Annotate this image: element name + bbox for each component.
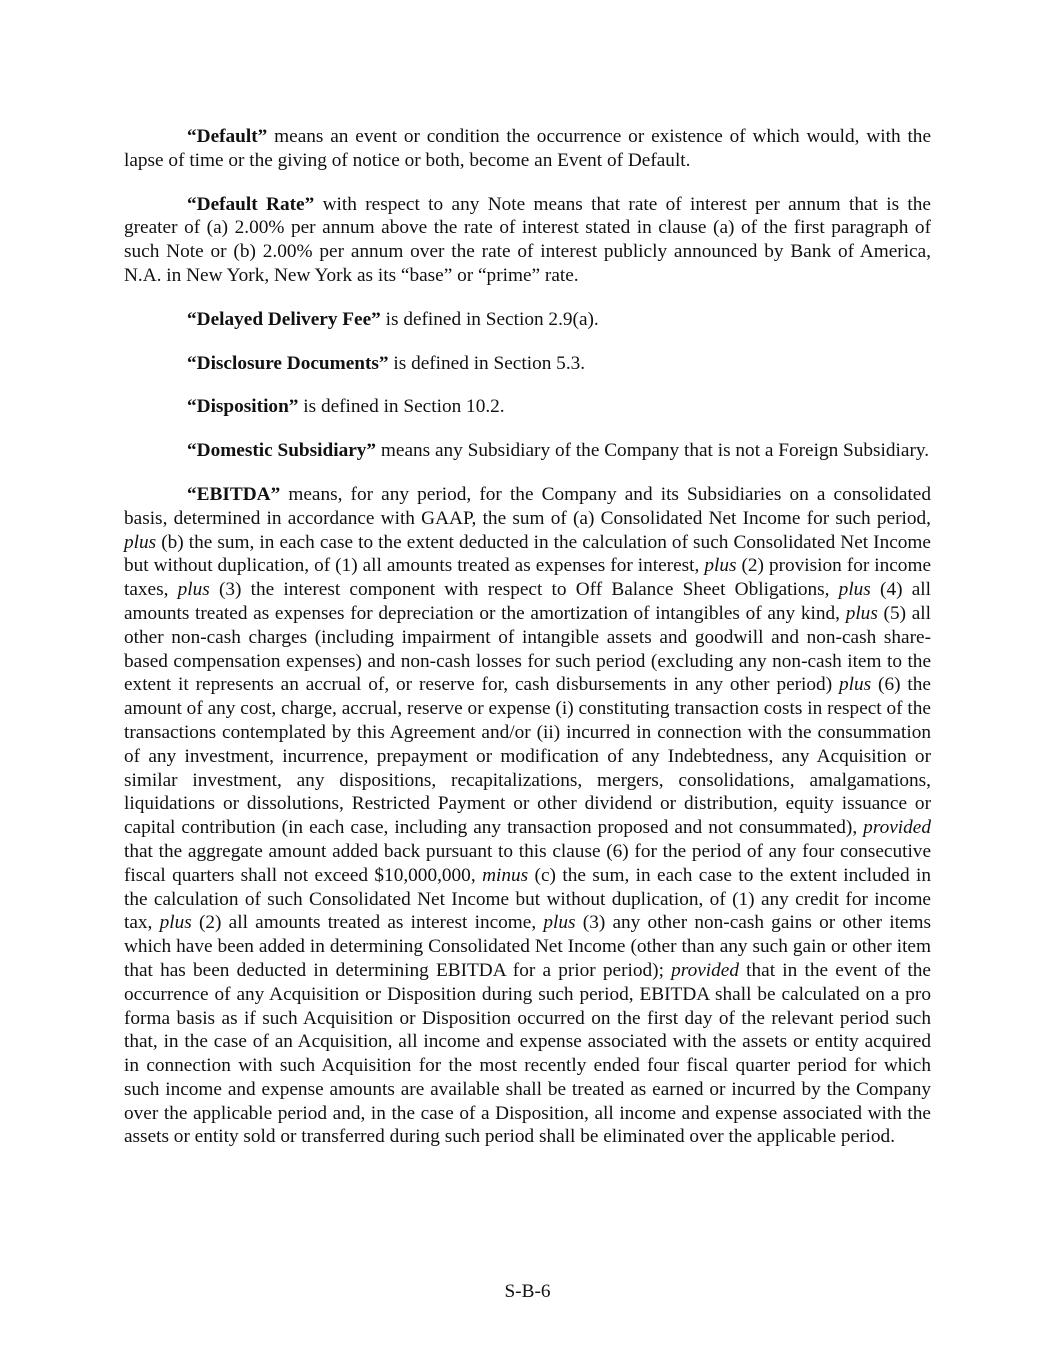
defined-term: “Domestic Subsidiary” [187,440,377,462]
page-number: S-B-6 [504,1281,551,1302]
definition-disposition [124,395,931,419]
text-run: with respect to any Note means that rate of interest per annum that is the greater of (a) 2.00% per annum above the rate of interest stated in clause (a) of the first paragraph of such Note or (b) 2.00% per annum over the rate of interest publicly announced by Bank of America, N.A. in New York, New York as its “base” or “prime” rate. [124,193,931,286]
italic-connector: provided [863,817,931,839]
definition-text [389,353,586,374]
text-run: (c) the sum, in each case to the extent included in the calculation of such Consolidated Net Income but without duplication, of (1) any credit for income tax, [124,864,932,934]
italic-connector: minus [482,864,529,886]
definition-disclosure-documents [124,352,931,376]
defined-term: “Default Rate” [187,193,315,215]
definition-default-rate [124,193,931,288]
text-run: that the aggregate amount added back pursuant to this clause (6) for the period of any four consecutive fiscal quarters shall not exceed $10,000,000, [124,840,931,886]
definition-ebitda [124,483,931,1149]
definition-domestic-subsidiary [124,439,931,463]
italic-connector: plus [704,555,737,577]
definition-text [124,484,931,1148]
text-run: means any Subsidiary of the Company that is not a Foreign Subsidiary. [376,440,930,462]
italic-connector: plus [839,674,872,696]
text-run: is defined in Section 5.3. [388,352,586,374]
defined-term: “EBITDA” [187,483,281,505]
defined-term: “Disposition” [187,396,299,418]
defined-term: “Disclosure Documents” [187,352,389,374]
text-run: (3) the interest component with respect to Off Balance Sheet Obligations, [209,579,839,601]
italic-connector: plus [543,912,576,934]
italic-connector: provided [671,959,739,981]
text-run: (6) the amount of any cost, charge, accrual, reserve or expense (i) constituting transaction costs in respect of the transactions contemplated by this Agreement and/or (ii) incurred in connection with the consummation of any investment, incurrence, prepayment or modification of any Indebtedness, any Acquisition or similar investment, any dispositions, recapitalizations, mergers, consolidations, amalgamations, liquidations or dissolutions, Restricted Payment or other dividend or distribution, equity issuance or capital contribution (in each case, including any transaction proposed and not consummated), [124,674,931,839]
text-run: (2) provision for income taxes, [124,555,931,601]
italic-connector: plus [845,602,878,624]
text-run: means, for any period, for the Company and its Subsidiaries on a consolidated basis, determined in accordance with GAAP, the sum of (a) Consolidated Net Income for such period, [124,483,931,529]
text-run: is defined in Section 2.9(a). [380,308,599,330]
text-run: that in the event of the occurrence of any Acquisition or Disposition during such period, EBITDA shall be calculated on a pro forma basis as if such Acquisition or Disposition occurred on the first day of the relevant period such that, in the case of an Acquisition, all income and expense associated with the assets or entity acquired in connection with such Acquisition for the most recently ended four fiscal quarter period for which such income and expense amounts are available shall be treated as earned or incurred by the Company over the applicable period and, in the case of a Disposition, all income and expense associated with the assets or entity sold or transferred during such period shall be eliminated over the applicable period. [124,959,931,1148]
italic-connector: plus [177,579,210,601]
text-run: means an event or condition the occurrence or existence of which would, with the lapse of time or the giving of notice or both, become an Event of Default. [124,126,931,171]
document-body [124,125,931,1169]
definition-default [124,125,931,173]
definition-delayed-delivery-fee [124,308,931,332]
defined-term: “Delayed Delivery Fee” [187,308,381,330]
italic-connector: plus [124,531,157,553]
definition-text [376,440,929,461]
text-run: (b) the sum, in each case to the extent deducted in the calculation of such Consolidated Net Income but without duplication, of (1) all amounts treated as expenses for interest, [124,531,931,577]
italic-connector: plus [159,912,192,934]
defined-term: “Default” [187,126,268,147]
definition-text [298,396,504,417]
text-run: (4) all amounts treated as expenses for depreciation or the amortization of intangibles of any kind, [124,579,931,624]
definition-text [381,309,599,330]
text-run: is defined in Section 10.2. [298,396,505,418]
italic-connector: plus [838,579,871,601]
text-run: (2) all amounts treated as interest income, [191,912,544,934]
text-run: (5) all other non-cash charges (including impairment of intangible assets and goodwill and non-cash share-based compensation expenses) and non-cash losses for such period (excluding any non-cash item to the extent it represents an accrual of, or reserve for, cash disbursements in any other period) [124,602,931,696]
text-run: (3) any other non-cash gains or other items which have been added in determining Consolidated Net Income (other than any such gain or other item that has been deducted in determining EBITDA for a prior period); [124,912,931,981]
